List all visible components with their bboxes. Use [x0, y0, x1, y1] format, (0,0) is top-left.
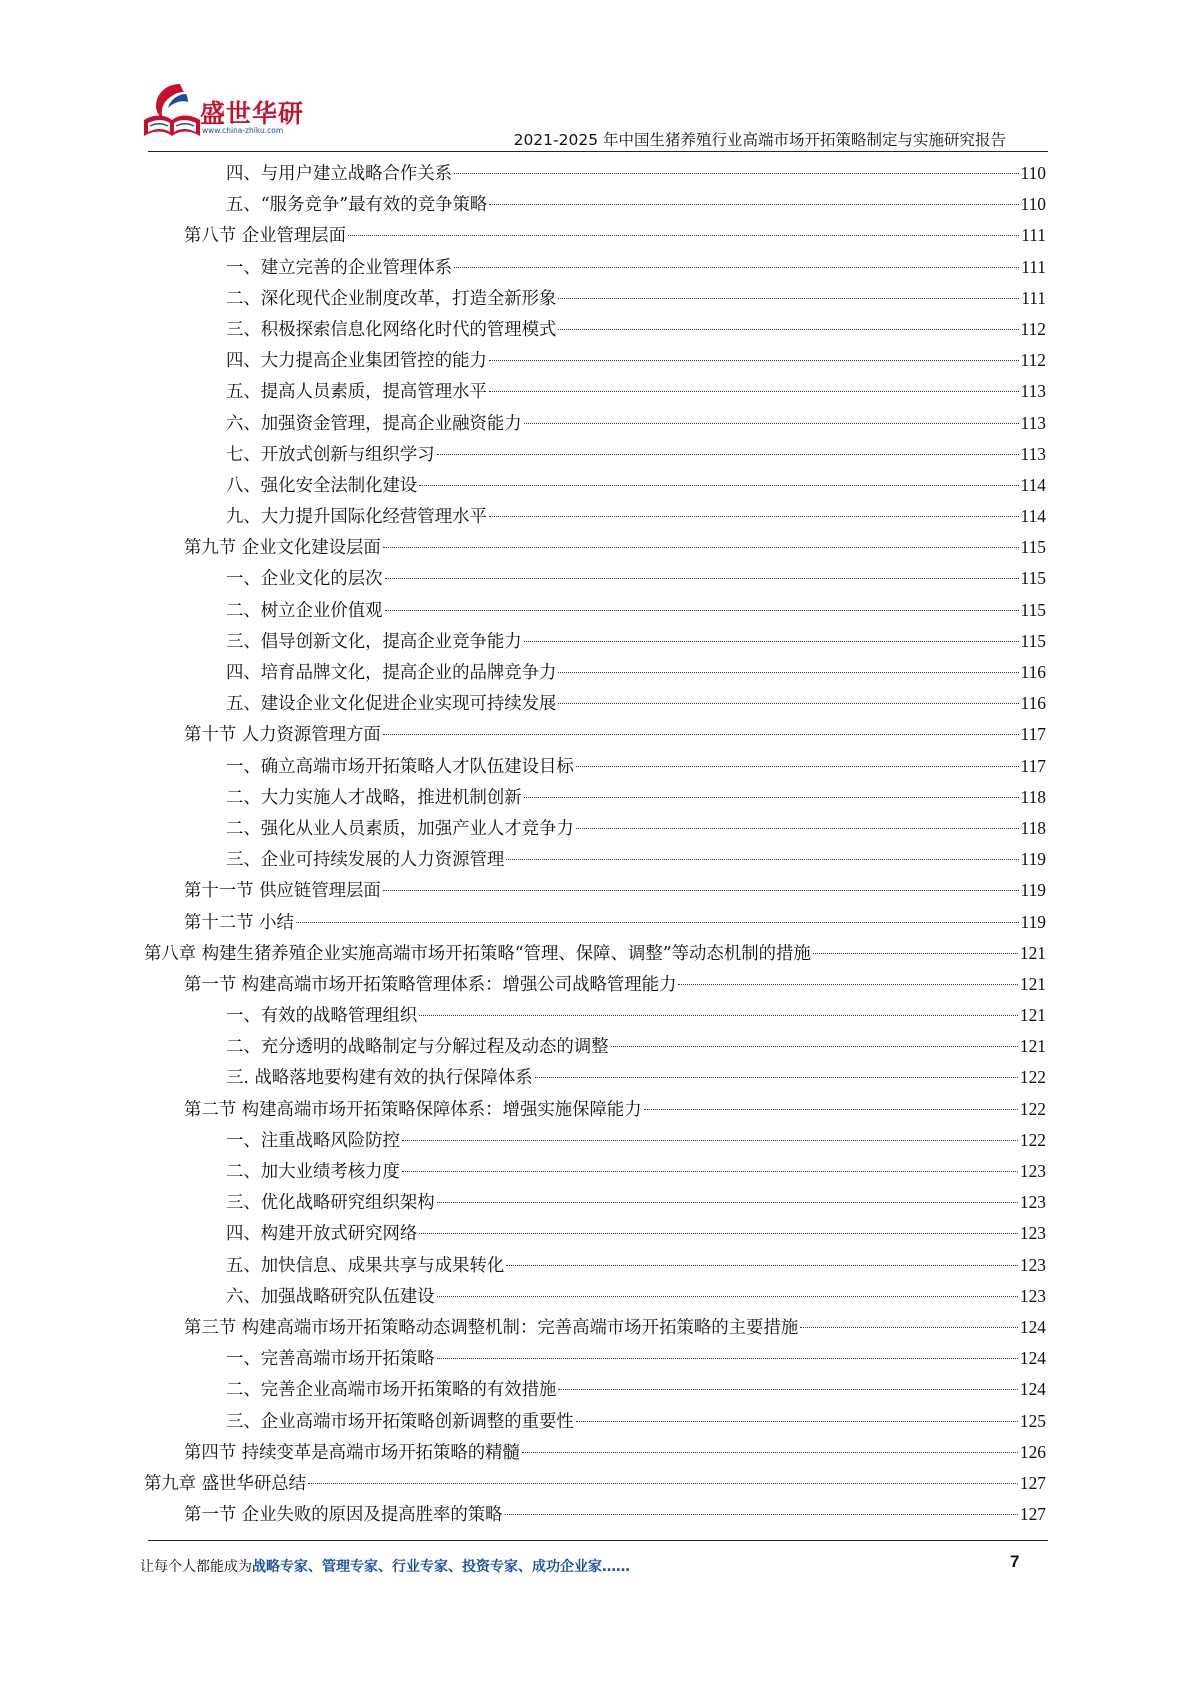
- toc-dot-leader: [505, 1513, 1018, 1515]
- toc-dot-leader: [611, 1045, 1018, 1047]
- toc-entry-page: 115: [1020, 630, 1046, 651]
- toc-dot-leader: [489, 203, 1018, 205]
- toc-dot-leader: [524, 796, 1019, 798]
- toc-entry-page: 123: [1019, 1285, 1046, 1306]
- toc-entry-title: 第一节 企业失败的原因及提高胜率的策略: [184, 1505, 503, 1526]
- toc-dot-leader: [419, 1232, 1018, 1234]
- toc-entry-title: 四、与用户建立战略合作关系: [226, 164, 453, 184]
- toc-entry[interactable]: [140, 501, 1046, 532]
- toc-dot-leader: [558, 328, 1018, 330]
- toc-entry-page: 115: [1020, 537, 1046, 558]
- toc-entry-title: 一、完善高端市场开拓策略: [226, 1349, 435, 1370]
- toc-entry[interactable]: [140, 158, 1046, 189]
- toc-dot-leader: [644, 1108, 1018, 1110]
- toc-dot-leader: [385, 609, 1019, 611]
- toc-entry-title: 第四节 持续变革是高端市场开拓策略的精髓: [184, 1442, 520, 1463]
- toc-entry-page: 124: [1019, 1348, 1046, 1369]
- toc-entry-page: 113: [1020, 381, 1046, 402]
- toc-entry[interactable]: [140, 907, 1046, 938]
- toc-dot-leader: [524, 640, 1019, 642]
- toc-entry-title: 第十二节 小结: [184, 912, 294, 933]
- toc-entry-title: 九、大力提升国际化经营管理水平: [226, 507, 487, 528]
- toc-entry-title: 五、“服务竞争”最有效的竞争策略: [226, 195, 488, 216]
- toc-entry-title: 三、优化战略研究组织架构: [226, 1193, 435, 1214]
- toc-entry-page: 115: [1020, 599, 1046, 620]
- toc-entry-title: 三、企业可持续发展的人力资源管理: [226, 850, 505, 871]
- toc-dot-leader: [437, 1295, 1018, 1297]
- toc-entry[interactable]: [140, 1000, 1046, 1031]
- page-number: 7: [1010, 1552, 1020, 1571]
- toc-entry[interactable]: [140, 252, 1046, 283]
- toc-entry-title: 八、强化安全法制化建设: [226, 475, 418, 496]
- toc-entry-title: 五、加快信息、成果共享与成果转化: [226, 1255, 505, 1276]
- toc-entry[interactable]: [140, 1250, 1046, 1281]
- toc-entry-page: 123: [1019, 1223, 1046, 1244]
- logo-wordmark: 盛世华研: [200, 99, 305, 128]
- footer-divider: [148, 1540, 1048, 1541]
- toc-entry-title: 一、建立完善的企业管理体系: [226, 257, 453, 278]
- toc-dot-leader: [535, 1076, 1018, 1078]
- toc-dot-leader: [437, 1201, 1018, 1203]
- toc-entry[interactable]: [140, 1281, 1046, 1312]
- toc-entry-page: 123: [1019, 1161, 1046, 1181]
- motto-roles: 战略专家、管理专家、行业专家、投资专家、成功企业家……: [252, 1559, 630, 1575]
- toc-dot-leader: [385, 577, 1019, 579]
- toc-entry-page: 123: [1019, 1192, 1046, 1213]
- toc-entry-page: 112: [1020, 350, 1046, 371]
- toc-dot-leader: [558, 702, 1018, 704]
- toc-entry[interactable]: [140, 314, 1046, 345]
- header-divider: [148, 151, 1048, 152]
- toc-entry-title: 第八章 构建生猪养殖企业实施高端市场开拓策略“管理、保障、调整”等动态机制的措施: [144, 943, 811, 964]
- toc-entry-title: 第九节 企业文化建设层面: [184, 538, 381, 559]
- toc-entry-page: 112: [1020, 318, 1046, 339]
- toc-dot-leader: [489, 359, 1019, 361]
- toc-entry-title: 一、企业文化的层次: [226, 569, 383, 590]
- toc-entry[interactable]: [140, 657, 1046, 688]
- toc-entry-page: 111: [1021, 287, 1046, 308]
- company-logo: [140, 80, 310, 144]
- toc-entry-page: 127: [1019, 1504, 1046, 1525]
- toc-entry-page: 116: [1020, 662, 1046, 682]
- toc-entry-title: 第十一节 供应链管理层面: [184, 881, 381, 902]
- toc-entry-page: 123: [1019, 1254, 1046, 1275]
- toc-entry[interactable]: [140, 595, 1046, 626]
- report-title: 2021-2025 年中国生猪养殖行业高端市场开拓策略制定与实施研究报告: [513, 131, 1006, 149]
- toc-dot-leader: [402, 1170, 1018, 1172]
- toc-entry-title: 第十节 人力资源管理方面: [184, 725, 381, 746]
- toc-entry-page: 125: [1019, 1410, 1046, 1431]
- toc-entry[interactable]: [140, 1062, 1046, 1093]
- toc-dot-leader: [524, 422, 1019, 424]
- toc-entry-title: 一、有效的战略管理组织: [226, 1006, 418, 1027]
- toc-entry-title: 四、培育品牌文化，提高企业的品牌竞争力: [226, 663, 557, 683]
- toc-dot-leader: [506, 858, 1018, 860]
- toc-entry-title: 二、大力实施人才战略，推进机制创新: [226, 787, 522, 808]
- toc-dot-leader: [419, 1014, 1018, 1016]
- toc-dot-leader: [489, 390, 1019, 392]
- toc-entry[interactable]: [140, 220, 1046, 251]
- toc-dot-leader: [454, 266, 1019, 268]
- motto-prefix: 让每个人都能成为: [140, 1559, 252, 1575]
- toc-entry[interactable]: [140, 470, 1046, 501]
- toc-entry[interactable]: [140, 408, 1046, 439]
- toc-dot-leader: [800, 1326, 1018, 1328]
- toc-entry-title: 第二节 构建高端市场开拓策略保障体系：增强实施保障能力: [184, 1099, 642, 1120]
- toc-entry-title: 第一节 构建高端市场开拓策略管理体系：增强公司战略管理能力: [184, 974, 677, 995]
- toc-entry-title: 二、深化现代企业制度改革，打造全新形象: [226, 288, 557, 309]
- toc-dot-leader: [402, 1139, 1018, 1141]
- toc-entry-title: 三、积极探索信息化网络化时代的管理模式: [226, 319, 557, 340]
- toc-entry[interactable]: [140, 875, 1046, 906]
- toc-entry-title: 七、开放式创新与组织学习: [226, 444, 435, 465]
- toc-entry-page: 111: [1021, 225, 1046, 246]
- toc-dot-leader: [576, 827, 1019, 829]
- toc-entry[interactable]: [140, 844, 1046, 875]
- toc-entry-title: 四、大力提高企业集团管控的能力: [226, 351, 487, 372]
- toc-entry-title: 二、树立企业价值观: [226, 600, 383, 621]
- toc-entry-title: 三、倡导创新文化，提高企业竞争能力: [226, 631, 522, 652]
- toc-entry[interactable]: [140, 719, 1046, 750]
- toc-dot-leader: [576, 1420, 1018, 1422]
- toc-entry-page: 127: [1019, 1472, 1046, 1493]
- toc-entry[interactable]: [140, 1125, 1046, 1156]
- toc-entry[interactable]: [140, 563, 1046, 594]
- toc-dot-leader: [348, 234, 1019, 236]
- toc-entry-title: 二、加大业绩考核力度: [226, 1162, 400, 1182]
- toc-dot-leader: [558, 1388, 1017, 1390]
- toc-entry[interactable]: [140, 1406, 1046, 1437]
- toc-entry[interactable]: [140, 532, 1046, 563]
- toc-entry[interactable]: [140, 1468, 1046, 1499]
- toc-entry[interactable]: [140, 751, 1046, 782]
- toc-entry[interactable]: [140, 1437, 1046, 1468]
- toc-entry-page: 121: [1019, 1036, 1046, 1057]
- toc-entry-page: 126: [1019, 1441, 1046, 1462]
- toc-entry-page: 121: [1019, 1005, 1046, 1026]
- toc-entry-page: 122: [1019, 1067, 1046, 1088]
- toc-entry-title: 第八节 企业管理层面: [184, 226, 347, 247]
- toc-entry[interactable]: [140, 1156, 1046, 1187]
- toc-entry-title: 三、企业高端市场开拓策略创新调整的重要性: [226, 1411, 574, 1432]
- toc-dot-leader: [419, 484, 1018, 486]
- page-header: [0, 0, 1191, 150]
- toc-entry-page: 124: [1019, 1316, 1046, 1337]
- toc-entry-page: 117: [1020, 724, 1046, 745]
- toc-entry-page: 114: [1020, 506, 1046, 527]
- toc-entry-title: 第九章 盛世华研总结: [144, 1473, 307, 1494]
- book-logo-icon: [140, 80, 204, 144]
- toc-entry[interactable]: [140, 1499, 1046, 1530]
- toc-dot-leader: [383, 546, 1019, 548]
- toc-entry-title: 四、构建开放式研究网络: [226, 1224, 418, 1245]
- toc-dot-leader: [678, 983, 1017, 985]
- toc-entry-page: 122: [1019, 1098, 1046, 1119]
- toc-entry-title: 二、充分透明的战略制定与分解过程及动态的调整: [226, 1037, 609, 1058]
- toc-dot-leader: [308, 1482, 1018, 1484]
- toc-entry[interactable]: [140, 283, 1046, 314]
- toc-dot-leader: [489, 515, 1019, 517]
- toc-entry-title: 六、加强战略研究队伍建设: [226, 1286, 435, 1307]
- toc-dot-leader: [522, 1451, 1018, 1453]
- logo-url: www.china-zhiku.com: [202, 126, 284, 135]
- toc-entry-page: 118: [1020, 786, 1046, 807]
- toc-entry-page: 121: [1019, 973, 1046, 994]
- toc-entry-title: 一、确立高端市场开拓策略人才队伍建设目标: [226, 756, 574, 777]
- toc-dot-leader: [437, 1357, 1018, 1359]
- toc-entry[interactable]: [140, 376, 1046, 407]
- toc-entry-page: 117: [1020, 755, 1046, 776]
- toc-entry[interactable]: [140, 813, 1046, 844]
- toc-entry-title: 五、提高人员素质，提高管理水平: [226, 382, 487, 403]
- toc-entry-title: 二、完善企业高端市场开拓策略的有效措施: [226, 1380, 557, 1401]
- toc-entry-title: 五、建设企业文化促进企业实现可持续发展: [226, 694, 557, 715]
- toc-dot-leader: [296, 921, 1019, 923]
- toc-dot-leader: [506, 1264, 1018, 1266]
- toc-entry-page: 115: [1020, 568, 1046, 589]
- toc-entry[interactable]: [140, 1374, 1046, 1405]
- toc-entry-title: 六、加强资金管理，提高企业融资能力: [226, 413, 522, 434]
- toc-entry[interactable]: [140, 688, 1046, 719]
- toc-entry[interactable]: [140, 1343, 1046, 1374]
- toc-dot-leader: [558, 671, 1018, 673]
- toc-entry-page: 113: [1020, 443, 1046, 464]
- toc-entry[interactable]: [140, 439, 1046, 470]
- table-of-contents: [140, 158, 1046, 1530]
- toc-entry[interactable]: [140, 1312, 1046, 1343]
- toc-entry[interactable]: [140, 345, 1046, 376]
- toc-entry-page: 119: [1020, 911, 1046, 932]
- toc-dot-leader: [383, 889, 1019, 891]
- toc-entry[interactable]: [140, 782, 1046, 813]
- toc-entry-page: 119: [1020, 849, 1046, 870]
- toc-entry[interactable]: [140, 1031, 1046, 1062]
- toc-entry-page: 121: [1019, 942, 1046, 963]
- toc-entry[interactable]: [140, 626, 1046, 657]
- toc-entry-title: 二、强化从业人员素质，加强产业人才竞争力: [226, 818, 574, 839]
- toc-entry[interactable]: [140, 189, 1046, 220]
- toc-entry[interactable]: [140, 969, 1046, 1000]
- toc-dot-leader: [813, 952, 1018, 954]
- toc-entry-page: 113: [1020, 412, 1046, 433]
- toc-entry[interactable]: [140, 1218, 1046, 1249]
- toc-dot-leader: [437, 453, 1019, 455]
- toc-entry-page: 110: [1020, 194, 1046, 215]
- toc-entry-page: 111: [1021, 256, 1046, 277]
- toc-entry[interactable]: [140, 1094, 1046, 1125]
- toc-entry-page: 114: [1020, 474, 1046, 495]
- toc-entry-title: 一、注重战略风险防控: [226, 1130, 400, 1151]
- toc-entry-title: 第三节 构建高端市场开拓策略动态调整机制：完善高端市场开拓策略的主要措施: [184, 1317, 799, 1338]
- toc-entry[interactable]: [140, 938, 1046, 969]
- toc-entry-title: 三. 战略落地要构建有效的执行保障体系: [226, 1068, 533, 1089]
- toc-entry-page: 110: [1020, 163, 1046, 183]
- toc-dot-leader: [576, 765, 1019, 767]
- toc-entry[interactable]: [140, 1187, 1046, 1218]
- toc-entry-page: 119: [1020, 880, 1046, 901]
- toc-entry-page: 116: [1020, 693, 1046, 714]
- footer-motto: [140, 1556, 630, 1576]
- toc-entry-page: 118: [1020, 817, 1046, 838]
- toc-entry-page: 122: [1019, 1129, 1046, 1150]
- toc-dot-leader: [383, 733, 1019, 735]
- toc-entry-page: 124: [1019, 1379, 1046, 1400]
- toc-dot-leader: [454, 172, 1018, 174]
- toc-dot-leader: [558, 297, 1019, 299]
